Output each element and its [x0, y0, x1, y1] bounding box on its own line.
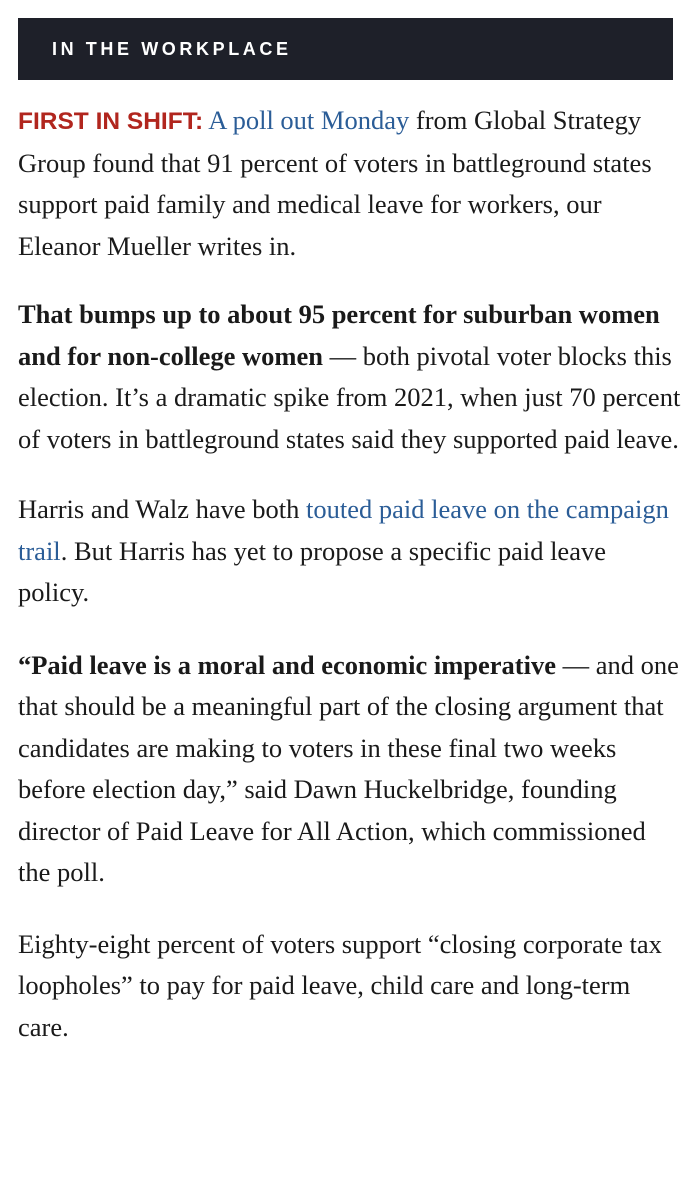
- paragraph-poll: [18, 100, 683, 267]
- poll-link[interactable]: A poll out Monday: [208, 105, 410, 135]
- quote-text: — and one that should be a meaningful part of the closing argument that candidates are making to voters in these final two weeks before election day,” said Dawn Huckelbridge, founding director of Paid Leave for All Action, which commissioned the poll.: [18, 649, 679, 887]
- paragraph-harris-walz-post: . But Harris has yet to propose a specific paid leave policy.: [18, 535, 606, 607]
- kicker-label: FIRST IN SHIFT:: [18, 108, 204, 135]
- paragraph-tax-loopholes-text: Eighty-eight percent of voters support “closing corporate tax loopholes” to pay for paid leave, child care and long-term care.: [18, 928, 662, 1042]
- paragraph-quote: [18, 645, 683, 894]
- section-header: [18, 18, 673, 80]
- paragraph-women-lead: That bumps up to about 95 percent for suburban women and for non-college women: [18, 299, 660, 371]
- paragraph-women: [18, 294, 683, 460]
- campaign-trail-link[interactable]: touted paid leave on the campaign trail: [18, 494, 669, 566]
- paragraph-harris-walz-pre: Harris and Walz have both: [18, 494, 307, 524]
- paragraph-women-text: — both pivotal voter blocks this election. It’s a dramatic spike from 2021, when just 70 percent of voters in battleground states said they supported paid leave.: [18, 340, 681, 454]
- paragraph-harris-walz: [18, 489, 683, 614]
- section-title: IN THE WORKPLACE: [52, 38, 292, 59]
- quote-lead: “Paid leave is a moral and economic imperative: [18, 649, 557, 680]
- article-body: [18, 100, 683, 1048]
- paragraph-poll-text: from Global Strategy Group found that 91 percent of voters in battleground states support paid family and medical leave for workers, our Eleanor Mueller writes in.: [18, 105, 652, 261]
- paragraph-tax-loopholes: [18, 924, 683, 1049]
